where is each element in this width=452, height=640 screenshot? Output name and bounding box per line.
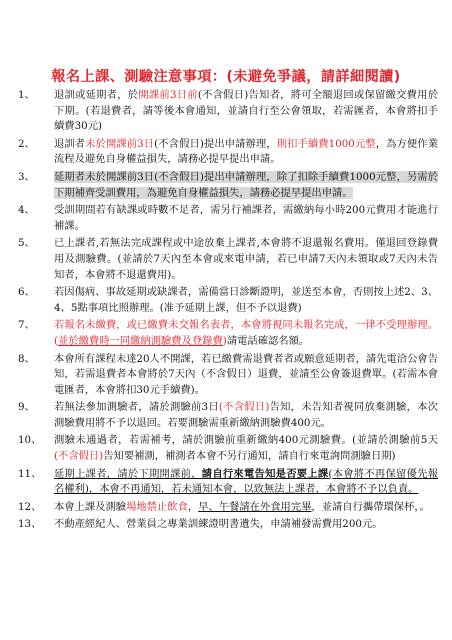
rule-text-segment: 開課前3日前 (138, 89, 198, 101)
rule-number: 8、 (18, 352, 35, 365)
rule-text (54, 203, 438, 234)
rule-text-segment: 退訓者 (54, 137, 86, 150)
rule-text-segment: 退訓或延期者，於 (54, 89, 139, 101)
rule-text-segment: 告知，未告知者視同放棄測驗，本次測驗費用將不予以退回。若要測驗需重新繳納測驗費400元。 (54, 401, 439, 429)
rule-text (54, 400, 438, 431)
rule-text-segment: ) (222, 334, 227, 347)
rule-text-segment: 若因傷病、事故延期或缺課者，需備當日診斷證明，並送至本會，否則按上述2、3、4、5點事項比照辦理。(准予延期上課，但不予以退費) (54, 286, 438, 314)
rule-text-segment: 早、午餐請在外食用完畢 (198, 500, 312, 513)
rule-number: 2、 (18, 137, 35, 150)
rule-text-segment: 已上課者,若無法完成課程或中途放棄上課者,本會將不退還報名費用。僅退回登錄費用及測驗費。(並請於7天內至本會或來電申請，若已申請7天內未領取或7天內未告知者，本會將不退還費用)。 (54, 237, 438, 281)
rule-text-segment: (不含假日)告知者，將可全額退回或保留繳交費用於下期。(若退費者，請等後本會通知，並請自行至公會領取，若需匯者，本會將扣手續費30元) (54, 89, 438, 133)
list-item (18, 467, 438, 498)
list-item (18, 285, 438, 316)
rule-number: 6、 (18, 286, 35, 299)
rule-text-segment: (不含假日) (54, 450, 104, 463)
rule-text (54, 88, 438, 135)
rule-text-segment: 請自行來電告知是否要上課 (201, 467, 329, 480)
rule-text-segment: ，並請自行攜帶環保杯，。 (311, 500, 430, 513)
rule-number: 7、 (18, 319, 35, 332)
rule-text-segment: (不含假日) (218, 401, 270, 414)
rule-number: 11、 (18, 467, 42, 480)
rule-number: 1、 (18, 89, 35, 101)
rule-number: 9、 (18, 401, 35, 414)
list-item (18, 433, 438, 464)
rule-text-segment: 受訓期間若有缺課或時數不足者，需另行補課者，需繳納每小時200元費用才能進行補課。 (54, 204, 438, 232)
rule-text-segment: 本會上課及測驗 (54, 500, 127, 513)
rule-text-segment: 請電話確認名額。 (226, 334, 310, 347)
rule-text-segment: (本會將不再保留優先報名權利)，本會不再通知，若未通知本會，以致無法上課者，本會將不予以負責。 (54, 467, 438, 496)
rule-text (54, 352, 438, 399)
list-item (18, 203, 438, 234)
rule-number: 3、 (18, 170, 35, 183)
rule-text-segment: 延期者未於開課前3日(不含假日)提出申請辦理，除了扣除手續費1000元整，另需於下期補齊受訓費用，為避免自身權益損失，請務必提早提出申請。 (54, 170, 438, 199)
rule-text (54, 433, 438, 464)
rule-text (54, 500, 438, 516)
rule-text (54, 467, 438, 498)
list-item (18, 137, 438, 168)
rule-number: 4、 (18, 204, 35, 217)
rule-number: 5、 (18, 237, 35, 250)
list-item (18, 170, 438, 201)
rule-text-segment: 延期上課者，請於下期開課前， (54, 467, 202, 480)
rule-text-segment: 則扣手續費1000元整 (276, 137, 376, 150)
rule-number: 10、 (18, 434, 42, 447)
list-item (18, 88, 438, 135)
rule-text-segment: 未於開課前3日 (85, 137, 155, 150)
list-item (18, 352, 438, 399)
rule-text-segment: 告知要補測，補測者本會不另行通知，請自行來電詢問測驗日期) (103, 450, 396, 463)
rule-text-segment: 本會所有課程未達20人不開課，若已繳費需退費者者或願意延期者，請先電洽公會告知，若需退費者本會將於7天內（不含假日）退費，並請至公會簽退費單。(若需本會電匯者，本會將扣30元手續費)。 (54, 352, 438, 396)
rule-text-segment: ，為方便作業流程及避免自身權益損失，請務必提早提出申請。 (54, 137, 438, 166)
list-item (18, 517, 438, 533)
rule-text (54, 285, 438, 316)
list-item (18, 400, 438, 431)
list-item (18, 318, 438, 349)
rule-number: 12、 (18, 500, 42, 513)
rule-number: 13、 (18, 518, 42, 531)
rule-text-segment: 不動產經紀人、營業員之專業訓練證明書遺失，申請補發需費用200元。 (54, 518, 383, 531)
rule-text-segment: (不含假日)提出申請辦理， (154, 137, 277, 150)
rule-text-segment: 若無法參加測驗者，請於測驗前3日 (54, 401, 219, 414)
rule-text-segment: 場地禁止飲食 (126, 500, 188, 513)
rule-text-segment: 測驗未通過者，若需補考，請於測驗前重新繳納400元測驗費。(並請於測驗前5天 (54, 434, 438, 447)
rule-text (54, 137, 438, 168)
rule-text (54, 236, 438, 283)
list-item (18, 500, 438, 516)
rule-text (54, 170, 438, 201)
page-title: 報名上課、測驗注意事項：(未避免爭議，請詳細閱讀) (51, 69, 401, 85)
rule-text-segment: 若報名未繳費，或已繳費未交報名表者，本會將視同未報名完成，一律不受理辦理。( (54, 319, 438, 347)
rule-text-segment: 並於繳費時一同繳納測驗費及登錄費 (58, 334, 223, 347)
rules-list (18, 88, 438, 535)
rule-text-segment: ， (187, 500, 199, 513)
list-item (18, 236, 438, 283)
rule-text (54, 517, 438, 533)
rule-text (54, 318, 438, 349)
